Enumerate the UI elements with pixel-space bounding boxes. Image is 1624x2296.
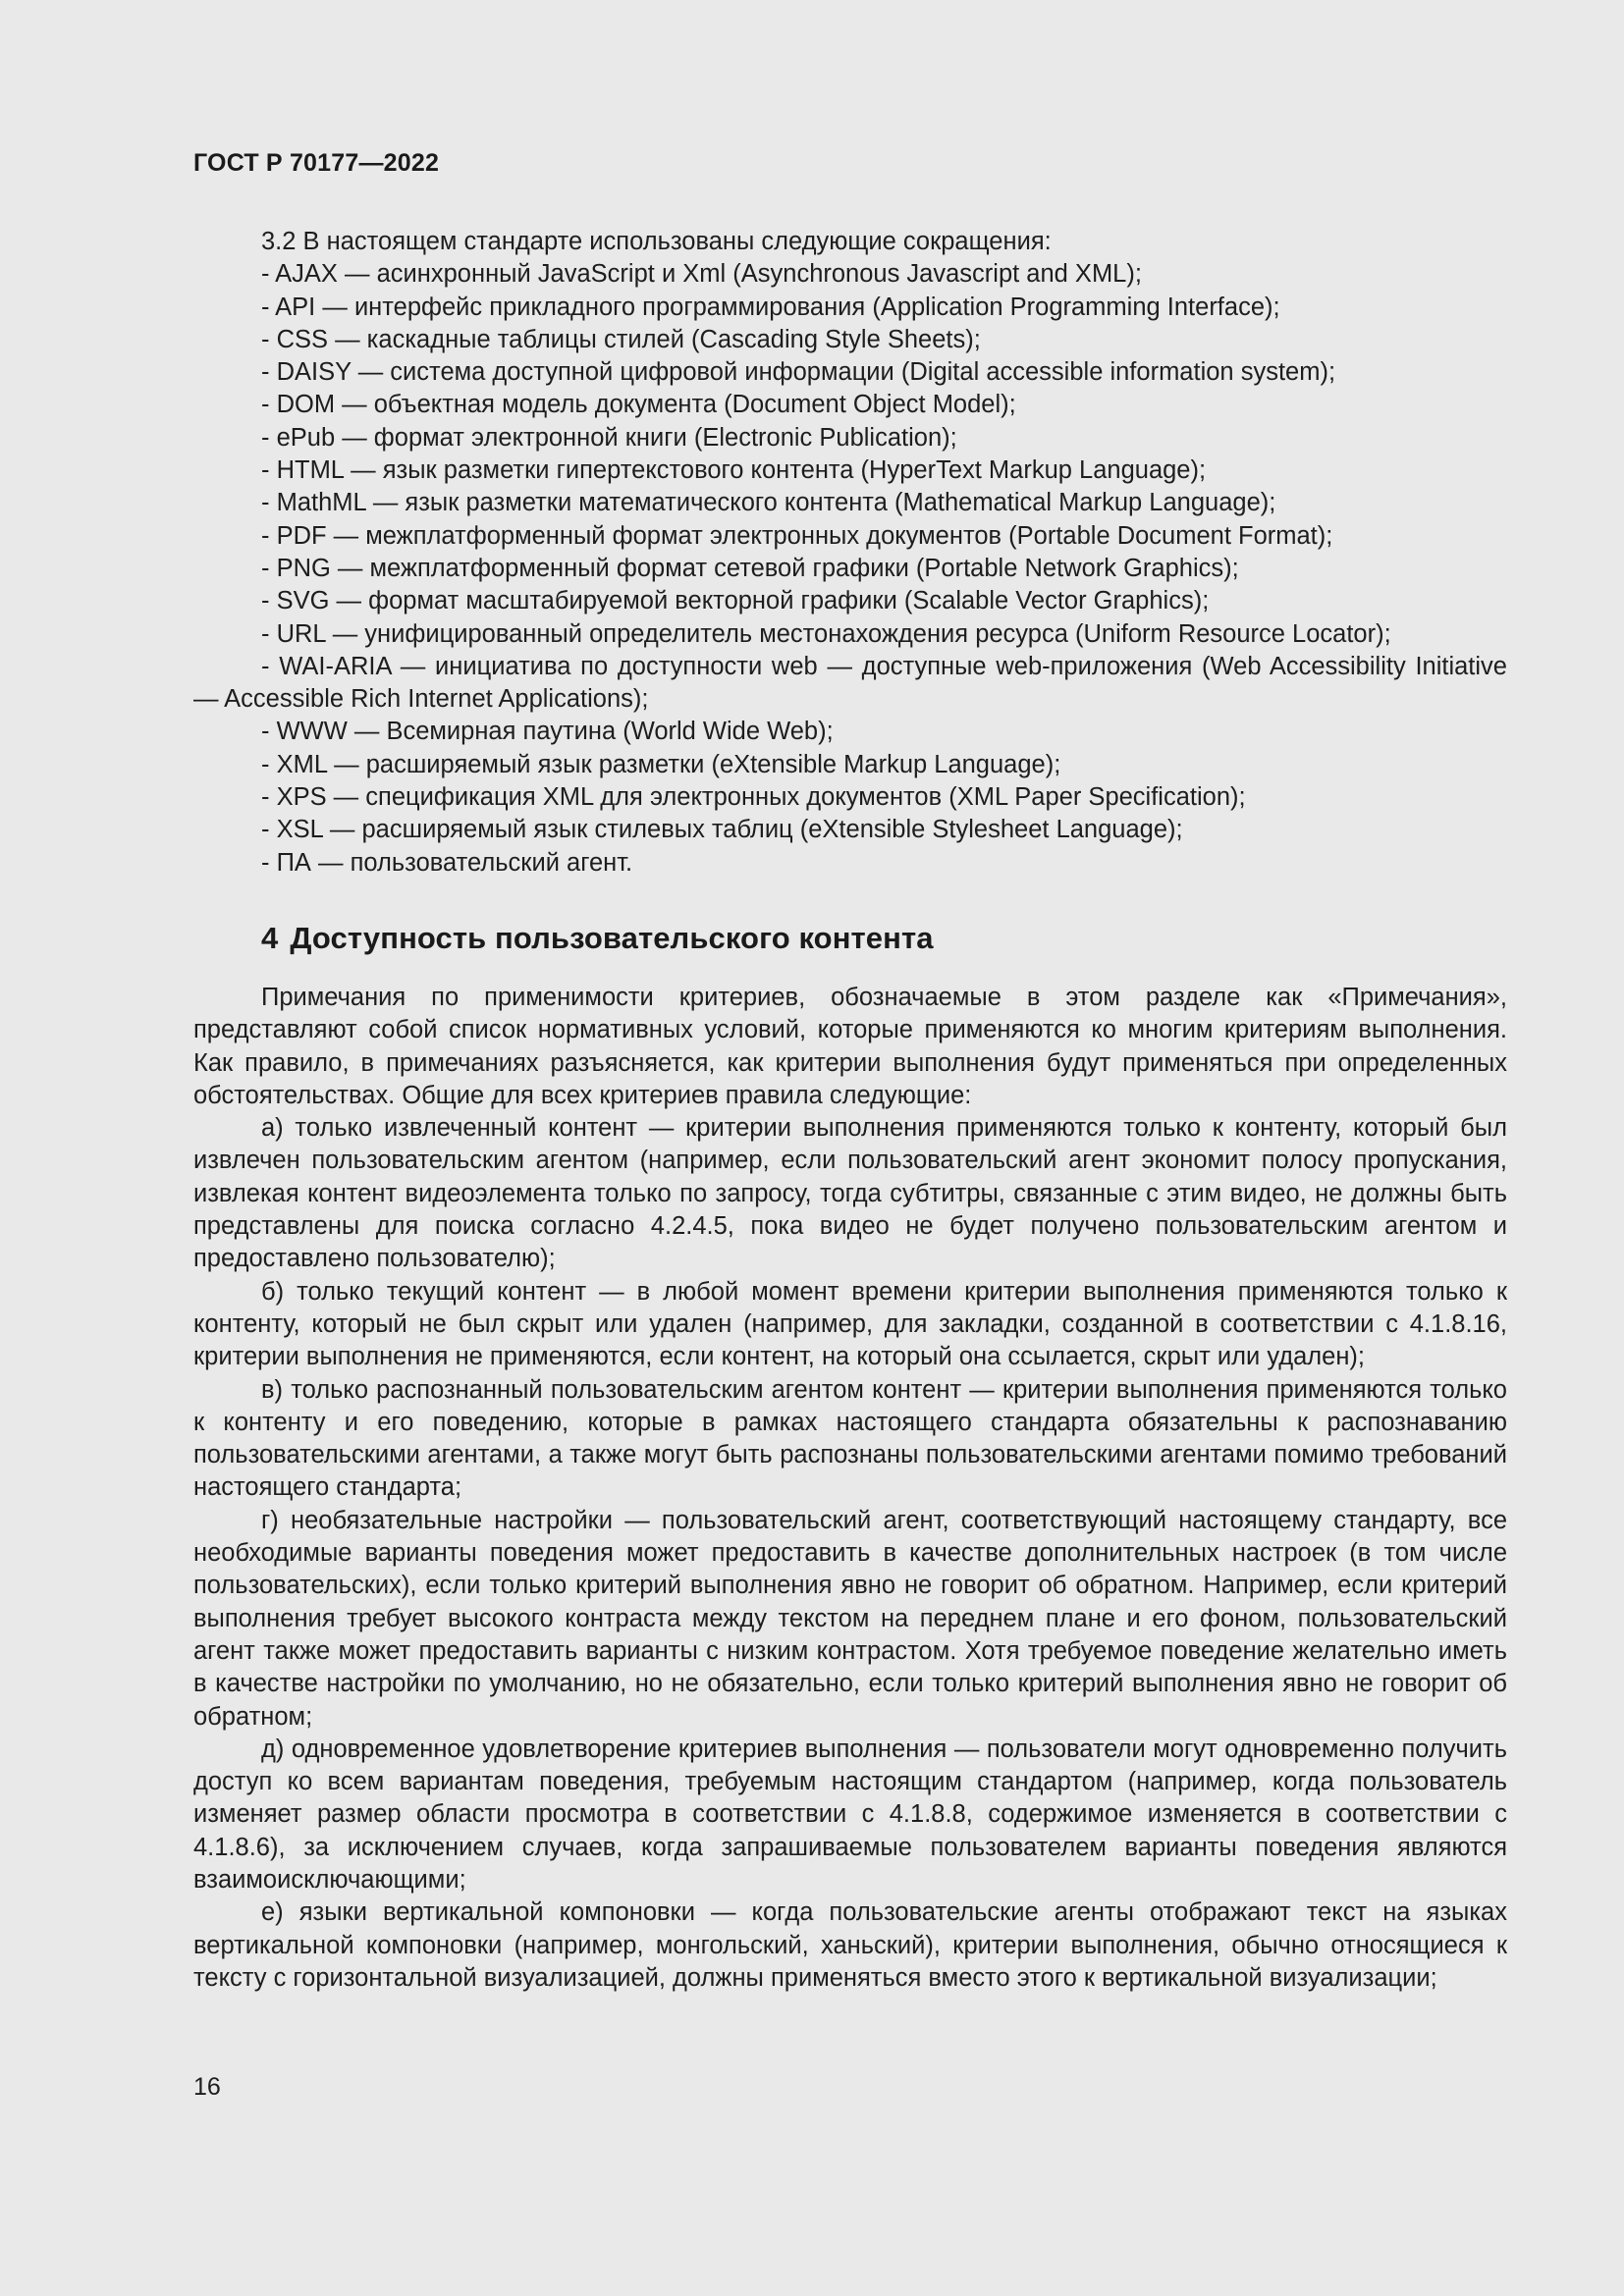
abbreviation-item: - XSL — расширяемый язык стилевых таблиц (eXtensible Stylesheet Language); bbox=[261, 816, 1183, 844]
abbreviation-item: - XML — расширяемый язык разметки (eXtensible Markup Language); bbox=[261, 750, 1061, 778]
page-number: 16 bbox=[193, 2073, 221, 2101]
abbreviations-intro: 3.2 В настоящем стандарте использованы следующие сокращения: bbox=[261, 228, 1052, 255]
paragraph: б) только текущий контент — в любой момент времени критерии выполнения применяются только к контенту, который не был скрыт или удален (например, для закладки, созданной в соответствии с 4.1.8.16, критерии выполнения не применяются, если контент, на который она ссылается, скрыт или удален); bbox=[193, 1277, 1507, 1371]
paragraph: а) только извлеченный контент — критерии выполнения применяются только к контенту, который был извлечен пользовательским агентом (например, если пользовательский агент экономит полосу пропускания, извлекая контент видеоэлемента только по запросу, тогда субтитры, связанные с этим видео, не должны быть представлены для поиска согласно 4.2.4.5, пока видео не будет получено пользовательским агентом и предоставлено пользователю); bbox=[193, 1114, 1507, 1273]
abbreviation-item: - SVG — формат масштабируемой векторной графики (Scalable Vector Graphics); bbox=[261, 587, 1210, 615]
section-body bbox=[193, 982, 1507, 1995]
abbreviation-item: - PNG — межплатформенный формат сетевой графики (Portable Network Graphics); bbox=[261, 554, 1239, 582]
abbreviation-item: - XPS — спецификация XML для электронных документов (XML Paper Specification); bbox=[261, 783, 1246, 812]
abbreviation-item: - WAI-ARIA — инициатива по доступности web — доступные web-приложения (Web Accessibility Initiative — Accessible Rich Internet Applications); bbox=[193, 652, 1507, 714]
abbreviation-item: - WWW — Всемирная паутина (World Wide Web); bbox=[261, 718, 834, 746]
abbreviation-item: - HTML — язык разметки гипертекстового контента (HyperText Markup Language); bbox=[261, 456, 1207, 485]
section-number: 4 bbox=[261, 921, 279, 955]
abbreviation-item: - ПА — пользовательский агент. bbox=[261, 848, 633, 877]
abbreviation-item: - CSS — каскадные таблицы стилей (Cascading Style Sheets); bbox=[261, 325, 981, 353]
paragraph: Примечания по применимости критериев, обозначаемые в этом разделе как «Примечания», представляют собой список нормативных условий, которые применяются ко многим критериям выполнения. Как правило, в примечаниях разъясняется, как критерии выполнения будут применяться при определенных обстоятельствах. Общие для всех критериев правила следующие: bbox=[193, 984, 1507, 1109]
paragraph: в) только распознанный пользовательским агентом контент — критерии выполнения применяются только к контенту и его поведению, которые в рамках настоящего стандарта обязательны к распознаванию пользовательскими агентами, а также могут быть распознаны пользовательскими агентами помимо требований настоящего стандарта; bbox=[193, 1375, 1507, 1502]
document-header: ГОСТ Р 70177—2022 bbox=[193, 149, 440, 177]
abbreviation-item: - PDF — межплатформенный формат электронных документов (Portable Document Format); bbox=[261, 521, 1333, 550]
abbreviation-item: - AJAX — асинхронный JavaScript и Xml (Asynchronous Javascript and XML); bbox=[261, 260, 1142, 289]
section-heading bbox=[261, 921, 934, 956]
abbreviations-list bbox=[193, 226, 1507, 880]
abbreviation-item: - MathML — язык разметки математического контента (Mathematical Markup Language); bbox=[261, 489, 1276, 517]
section-title-text: Доступность пользовательского контента bbox=[290, 921, 934, 955]
paragraph: г) необязательные настройки — пользовательский агент, соответствующий настоящему стандарту, все необходимые варианты поведения может предоставить в качестве дополнительных настроек (в том числе пользовательских), если только критерий выполнения явно не говорит об обратном. Например, если критерий выполнения требует высокого контраста между текстом на переднем плане и его фоном, пользовательский агент также может предоставить варианты с низким контрастом. Хотя требуемое поведение желательно иметь в качестве настройки по умолчанию, но не обязательно, если только критерий выполнения явно не говорит об обратном; bbox=[193, 1506, 1507, 1731]
abbreviation-item: - DOM — объектная модель документа (Document Object Model); bbox=[261, 391, 1016, 419]
abbreviation-item: - DAISY — система доступной цифровой информации (Digital accessible information system); bbox=[261, 358, 1336, 387]
abbreviation-item: - URL — унифицированный определитель местонахождения ресурса (Uniform Resource Locator); bbox=[261, 619, 1391, 648]
abbreviation-item: - API — интерфейс прикладного программирования (Application Programming Interface); bbox=[261, 293, 1280, 321]
abbreviation-item: - ePub — формат электронной книги (Electronic Publication); bbox=[261, 423, 957, 452]
paragraph: д) одновременное удовлетворение критериев выполнения — пользователи могут одновременно получить доступ ко всем вариантам поведения, требуемым настоящим стандартом (например, когда пользователь изменяет размер области просмотра в соответствии с 4.1.8.8, содержимое изменяется в соответствии с 4.1.8.6), за исключением случаев, когда запрашиваемые пользователем варианты поведения являются взаимоисключающими; bbox=[193, 1735, 1507, 1895]
paragraph: е) языки вертикальной компоновки — когда пользовательские агенты отображают текст на языках вертикальной компоновки (например, монгольский, ханьский), критерии выполнения, обычно относящиеся к тексту с горизонтальной визуализацией, должны применяться вместо этого к вертикальной визуализации; bbox=[193, 1898, 1507, 1992]
